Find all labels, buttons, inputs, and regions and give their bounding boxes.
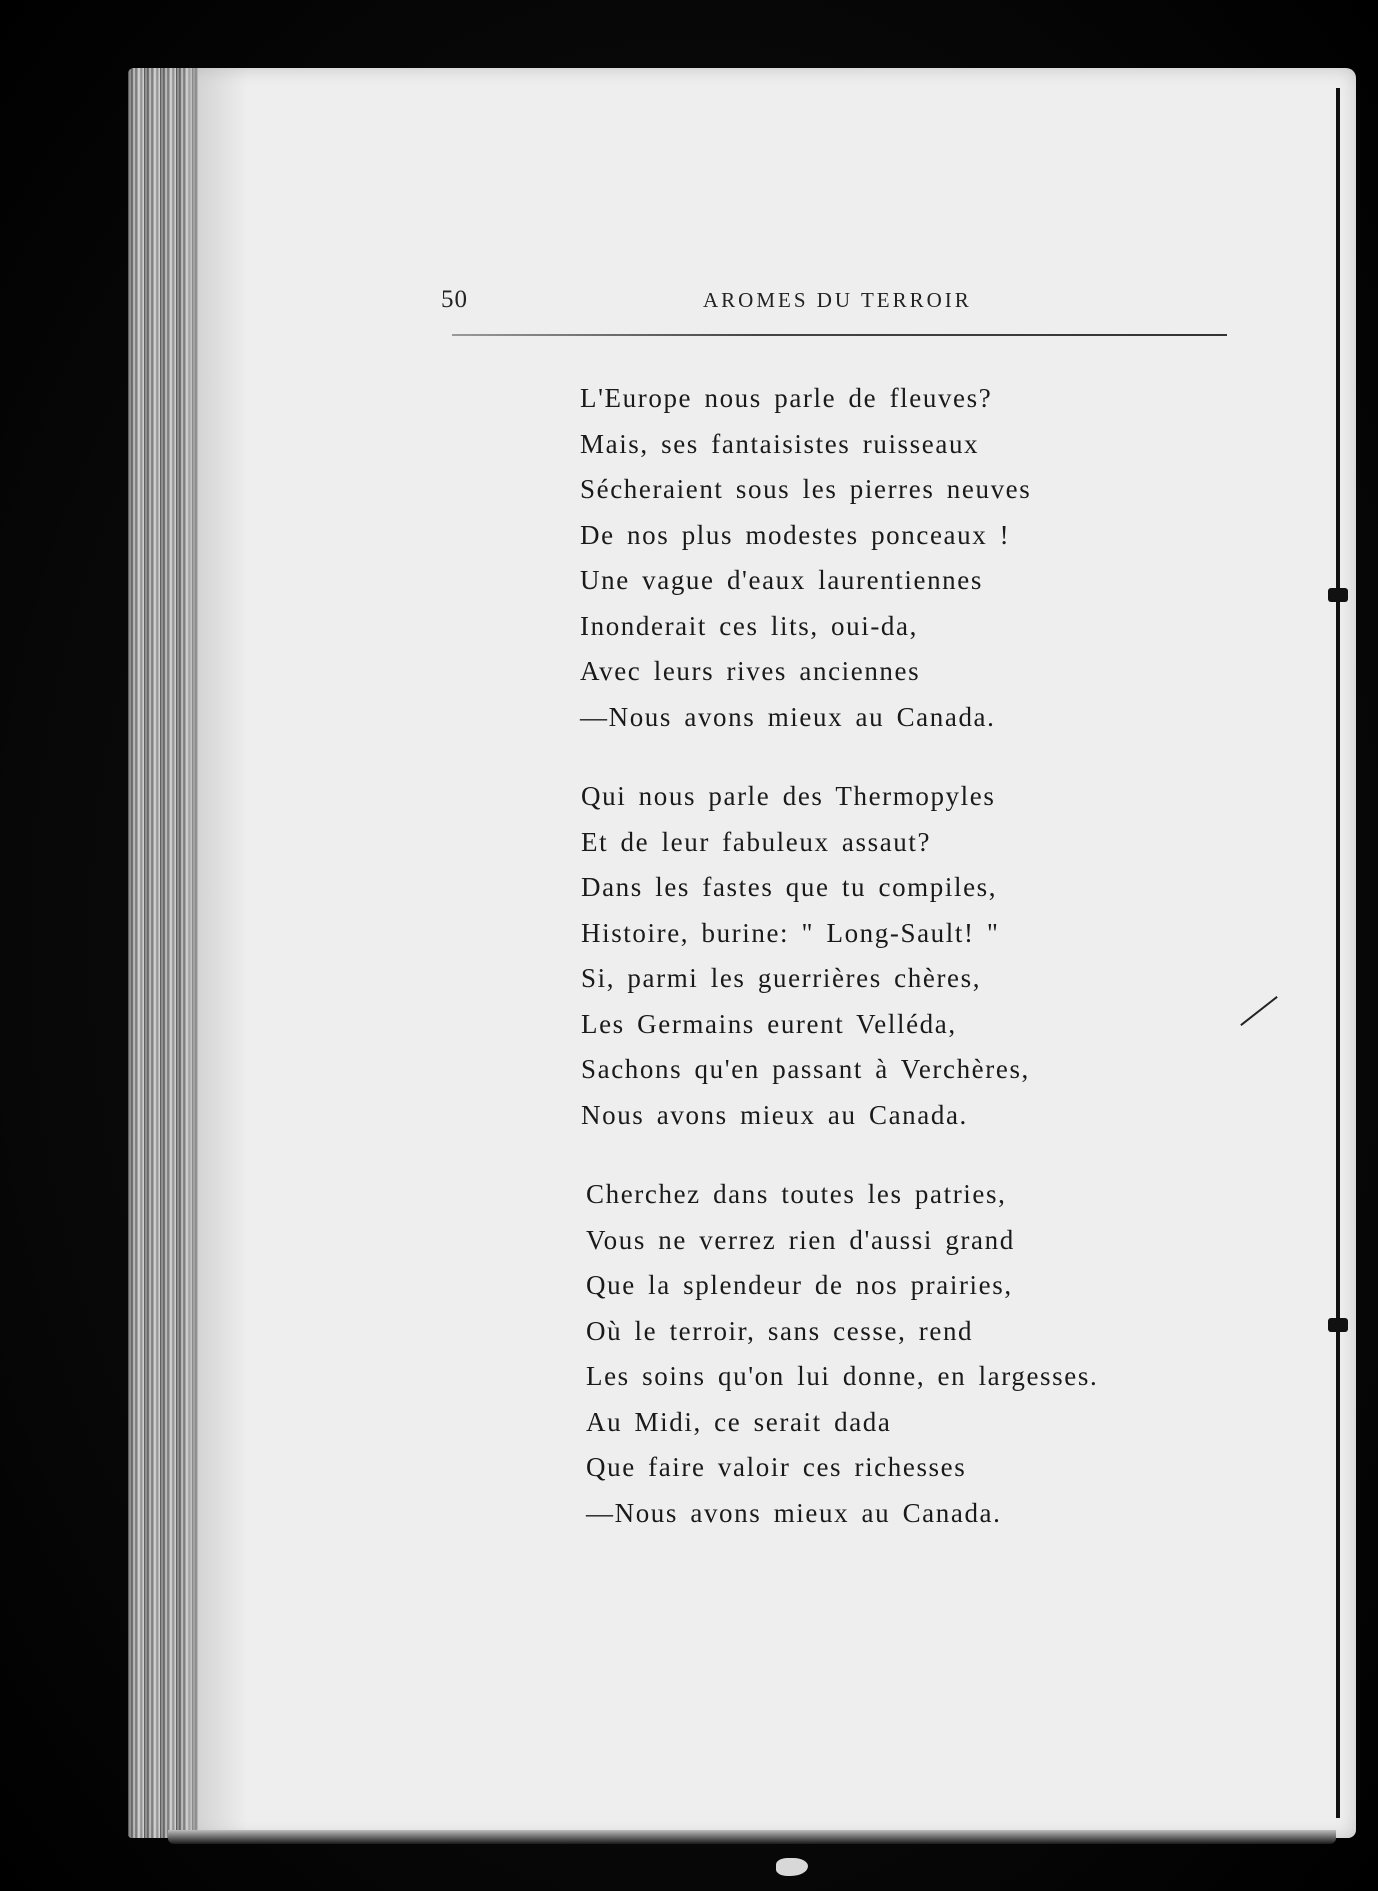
- poem-line: Les soins qu'on lui donne, en largesses.: [586, 1361, 1099, 1391]
- poem-line: Sécheraient sous les pierres neuves: [580, 474, 1032, 504]
- stanza: [586, 1172, 1200, 1536]
- poem-line: Dans les fastes que tu compiles,: [581, 872, 998, 902]
- page-number: 50: [441, 286, 468, 313]
- binding-clip: [1328, 1318, 1348, 1332]
- poem-line: Sachons qu'en passant à Verchères,: [581, 1054, 1030, 1084]
- binding-edge: [1336, 88, 1340, 1818]
- poem-line: Les Germains eurent Velléda,: [581, 1008, 957, 1039]
- poem-line: Cherchez dans toutes les patries,: [586, 1179, 1007, 1209]
- poem-line: Histoire, burine: " Long-Sault! ": [581, 917, 1000, 948]
- poem: [580, 376, 1200, 1570]
- poem-line: De nos plus modestes ponceaux !: [580, 519, 1011, 550]
- poem-line: Une vague d'eaux laurentiennes: [580, 565, 983, 595]
- gutter-shadow: [188, 68, 248, 1838]
- poem-line: Au Midi, ce serait dada: [586, 1406, 892, 1437]
- poem-line: Avec leurs rives anciennes: [580, 656, 921, 686]
- poem-line: Nous avons mieux au Canada.: [581, 1099, 968, 1130]
- header-rule: [452, 334, 1227, 336]
- poem-line: —Nous avons mieux au Canada.: [580, 701, 996, 732]
- poem-line: Que la splendeur de nos prairies,: [586, 1270, 1013, 1300]
- poem-line: Vous ne verrez rien d'aussi grand: [586, 1224, 1015, 1255]
- poem-line: L'Europe nous parle de fleuves?: [580, 383, 993, 413]
- stanza: [580, 376, 1200, 740]
- poem-line: Où le terroir, sans cesse, rend: [586, 1315, 974, 1346]
- poem-line: Que faire valoir ces richesses: [586, 1452, 967, 1482]
- binding-clip: [1328, 588, 1348, 602]
- page-bottom-edge: [168, 1830, 1336, 1844]
- poem-line: Qui nous parle des Thermopyles: [581, 781, 996, 811]
- running-title: AROMES DU TERROIR: [703, 288, 972, 312]
- poem-line: Mais, ses fantaisistes ruisseaux: [580, 428, 980, 459]
- poem-line: Si, parmi les guerrières chères,: [581, 963, 982, 993]
- stanza: [581, 774, 1200, 1138]
- poem-line: —Nous avons mieux au Canada.: [586, 1497, 1002, 1528]
- running-header: [441, 286, 1226, 318]
- poem-line: Inonderait ces lits, oui-da,: [580, 610, 918, 641]
- poem-line: Et de leur fabuleux assaut?: [581, 826, 932, 857]
